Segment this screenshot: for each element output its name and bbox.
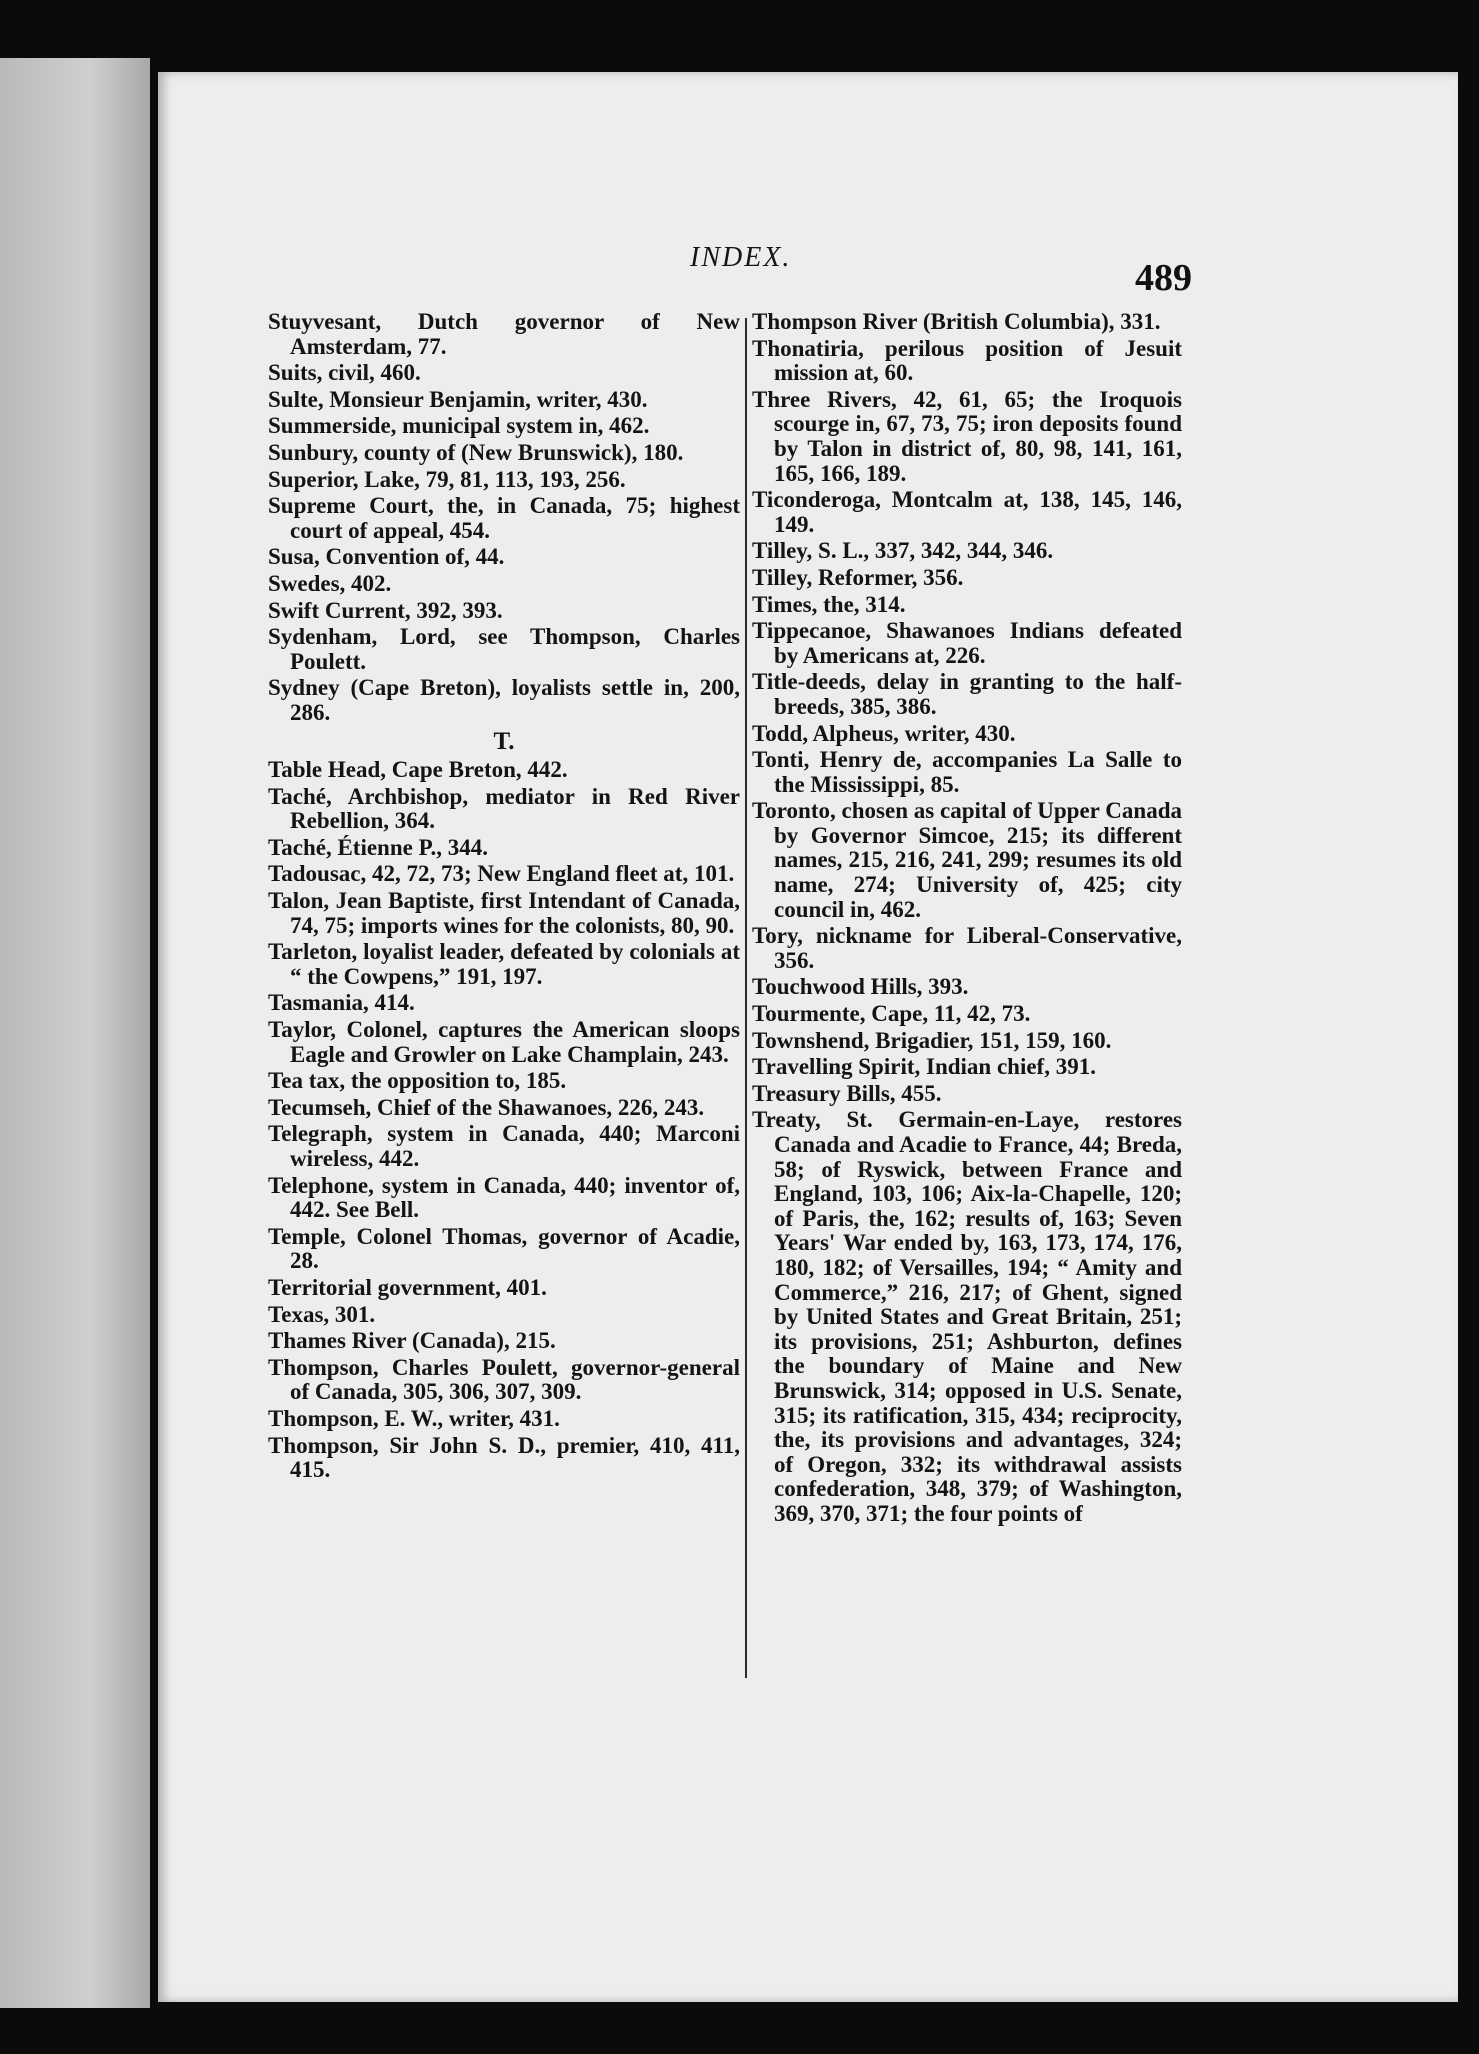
index-entry: Thonatiria, perilous position of Jesuit mission at, 60. (752, 335, 1182, 386)
index-entry: Tadousac, 42, 72, 73; New England fleet at, 101. (268, 861, 735, 887)
index-entry: Summerside, municipal system in, 462. (268, 413, 650, 439)
index-entry: Toronto, chosen as capital of Upper Canada by Governor Simcoe, 215; its different names, 215, 216, 241, 299; resumes its old name, 274; University of, 425; city council in, 462. (752, 798, 1182, 922)
index-entry: Townshend, Brigadier, 151, 159, 160. (752, 1027, 1112, 1053)
index-entry: Thompson River (British Columbia), 331. (752, 309, 1161, 334)
index-entry: Tory, nickname for Liberal-Conservative, 356. (752, 923, 1182, 973)
index-entry: Swift Current, 392, 393. (268, 597, 503, 623)
index-entry: Superior, Lake, 79, 81, 113, 193, 256. (268, 466, 626, 492)
index-entry: Title-deeds, delay in granting to the half-breeds, 385, 386. (752, 669, 1182, 719)
index-column-left (268, 310, 740, 1485)
index-entry: Table Head, Cape Breton, 442. (268, 757, 568, 783)
facing-page-edge (0, 58, 150, 2008)
index-entry: Tonti, Henry de, accompanies La Salle to the Mississippi, 85. (752, 747, 1182, 797)
index-entry: Three Rivers, 42, 61, 65; the Iroquois scourge in, 67, 73, 75; iron deposits found by Talon in district of, 80, 98, 141, 161, 165, 166, 189. (752, 386, 1182, 486)
index-entry: Tecumseh, Chief of the Shawanoes, 226, 243. (268, 1094, 705, 1120)
index-entry: Taylor, Colonel, captures the American sloops Eagle and Growler on Lake Champlain, 243. (268, 1017, 740, 1067)
index-column-right (752, 310, 1182, 1529)
index-entry: Treasury Bills, 455. (752, 1080, 942, 1106)
index-letter-heading: T. (493, 727, 515, 755)
index-entry: Sydenham, Lord, see Thompson, Charles Poulett. (268, 624, 740, 674)
index-entry: Tasmania, 414. (268, 990, 415, 1016)
index-entry: Thompson, Sir John S. D., premier, 410, 411, 415. (268, 1432, 740, 1483)
index-entry: Texas, 301. (268, 1301, 376, 1327)
index-entry: Sydney (Cape Breton), loyalists settle in, 200, 286. (268, 675, 740, 725)
index-entry: Sunbury, county of (New Brunswick), 180. (268, 439, 684, 465)
index-entry: Tippecanoe, Shawanoes Indians defeated by Americans at, 226. (752, 618, 1182, 668)
index-entry: Territorial government, 401. (268, 1274, 547, 1300)
index-entry: Thompson, E. W., writer, 431. (268, 1405, 560, 1431)
index-entry: Talon, Jean Baptiste, first Intendant of Canada, 74, 75; imports wines for the colonists, 80, 90. (268, 888, 740, 938)
index-entry: Thompson, Charles Poulett, governor-general of Canada, 305, 306, 307, 309. (268, 1354, 740, 1405)
index-entry: Treaty, St. Germain-en-Laye, restores Canada and Acadie to France, 44; Breda, 58; of Ryswick, between France and England, 103, 106; Aix-la-Chapelle, 120; of Paris, the, 162; results of, 163; Seven Years' War ended by, 163, 173, 174, 176, 180, 182; of Versailles, 194; “ Amity and Commerce,” 216, 217; of Ghent, signed by United States and Great Britain, 251; its provisions, 251; Ashburton, defines the boundary of Maine and New Brunswick, 314; opposed in U.S. Senate, 315; its ratification, 315, 434; reciprocity, the, its provisions and advantages, 324; of Oregon, 332; its withdrawal assists confederation, 348, 379; of Washington, 369, 370, 371; the four points of (752, 1107, 1182, 1526)
index-entry: Times, the, 314. (752, 591, 906, 617)
index-entry: Tilley, Reformer, 356. (752, 564, 964, 590)
index-entry: Sulte, Monsieur Benjamin, writer, 430. (268, 386, 648, 412)
index-entry: Stuyvesant, Dutch governor of New Amsterdam, 77. (268, 309, 740, 359)
index-entry: Tilley, S. L., 337, 342, 344, 346. (752, 538, 1054, 564)
index-entry: Travelling Spirit, Indian chief, 391. (752, 1054, 1096, 1080)
index-entry: Ticonderoga, Montcalm at, 138, 145, 146, 149. (752, 487, 1182, 537)
index-entry: Swedes, 402. (268, 570, 392, 596)
column-divider (745, 318, 747, 1678)
running-header: INDEX. (690, 242, 792, 273)
index-entry: Tarleton, loyalist leader, defeated by colonials at “ the Cowpens,” 191, 197. (268, 939, 740, 989)
index-entry: Todd, Alpheus, writer, 430. (752, 720, 1016, 746)
index-entry: Thames River (Canada), 215. (268, 1328, 556, 1354)
index-entry: Suits, civil, 460. (268, 360, 421, 386)
index-entry: Touchwood Hills, 393. (752, 974, 969, 1000)
index-entry: Telephone, system in Canada, 440; inventor of, 442. See Bell. (268, 1172, 740, 1223)
index-entry: Tea tax, the opposition to, 185. (268, 1068, 567, 1094)
index-entry: Temple, Colonel Thomas, governor of Acadie, 28. (268, 1223, 740, 1274)
index-entry: Susa, Convention of, 44. (268, 544, 505, 570)
index-entry: Telegraph, system in Canada, 440; Marconi wireless, 442. (268, 1121, 740, 1171)
index-entry: Taché, Archbishop, mediator in Red River Rebellion, 364. (268, 783, 740, 834)
index-entry: Tourmente, Cape, 11, 42, 73. (752, 1001, 1031, 1027)
index-entry: Supreme Court, the, in Canada, 75; highest court of appeal, 454. (268, 493, 740, 543)
index-entry: Taché, Étienne P., 344. (268, 834, 489, 860)
page-number: 489 (1135, 257, 1192, 299)
